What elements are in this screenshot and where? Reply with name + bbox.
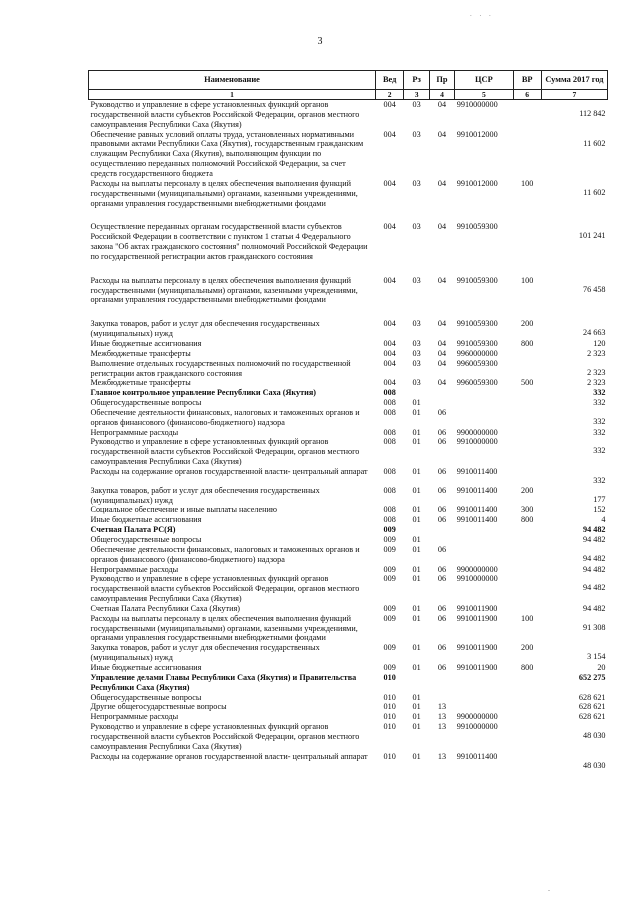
row-sum: 332 <box>593 398 606 408</box>
scan-mark-bottom: . <box>548 884 550 893</box>
row-ved: 010 <box>383 692 396 702</box>
row-vr: 100 <box>521 275 534 285</box>
table-row <box>89 673 608 693</box>
row-name: Обеспечение деятельности финансовых, налоговых и таможенных органов и органов финансового (финансово-бюджетного) надзора <box>90 407 360 427</box>
row-pr: 06 <box>437 613 447 623</box>
row-rz: 01 <box>412 535 421 545</box>
row-ved: 004 <box>383 348 396 358</box>
row-rz: 01 <box>412 466 421 476</box>
row-csr: 9910011900 <box>456 662 498 672</box>
row-pr: 04 <box>437 100 447 110</box>
table-row <box>89 467 608 486</box>
row-sum: 20 <box>597 662 606 672</box>
header-sum: Сумма 2017 год <box>541 71 607 90</box>
table-row <box>89 525 608 535</box>
row-pr: 06 <box>437 427 447 437</box>
row-name: Счетная Палата Республики Саха (Якутия) <box>90 603 240 613</box>
table-row <box>89 486 608 506</box>
row-ved: 004 <box>383 178 396 188</box>
row-sum: 48 030 <box>582 760 606 770</box>
row-ved: 009 <box>383 603 396 613</box>
column-number: 2 <box>375 90 403 100</box>
row-vr <box>513 467 541 486</box>
row-pr: 13 <box>437 722 447 732</box>
row-sum: 48 030 <box>582 731 606 741</box>
table-row <box>89 545 608 565</box>
table-row <box>89 693 608 703</box>
column-number: 4 <box>429 90 454 100</box>
row-vr <box>513 437 541 467</box>
row-sum: 24 663 <box>582 328 606 338</box>
row-csr <box>455 388 513 398</box>
header-rz: Рз <box>404 71 429 90</box>
row-ved: 009 <box>383 535 396 545</box>
row-sum: 120 <box>593 338 606 348</box>
row-ved: 009 <box>383 525 396 535</box>
row-name: Главное контрольное управление Республики Саха (Якутия) <box>90 388 317 398</box>
row-ved: 008 <box>383 388 396 398</box>
row-pr: 06 <box>437 662 447 672</box>
row-pr: 04 <box>437 319 447 329</box>
row-vr <box>513 752 541 771</box>
row-csr <box>455 702 513 712</box>
row-pr: 06 <box>437 466 447 476</box>
row-name: Общегосударственные вопросы <box>90 535 202 545</box>
table-row <box>89 208 608 261</box>
row-name: Непрограммные расходы <box>90 564 179 574</box>
row-sum: 94 482 <box>582 564 606 574</box>
row-sum: 177 <box>593 494 606 504</box>
row-csr: 9960059300 <box>456 358 498 368</box>
table-row <box>89 378 608 388</box>
row-rz: 01 <box>412 662 421 672</box>
row-name: Расходы на выплаты персоналу в целях обеспечения выполнения функций государственными (муниципальными) органами, казенными учреждениями, органами управления государственными внебюджетными фондами <box>90 613 358 643</box>
table-row <box>89 663 608 673</box>
header-name: Наименование <box>89 71 376 90</box>
column-number-row <box>89 90 608 100</box>
row-csr: 9910012000 <box>456 178 498 188</box>
row-pr: 06 <box>437 437 447 447</box>
row-sum: 652 275 <box>578 672 606 682</box>
row-ved: 009 <box>383 564 396 574</box>
table-row <box>89 574 608 604</box>
row-sum: 332 <box>593 446 606 456</box>
row-pr <box>429 398 454 408</box>
row-vr <box>513 565 541 575</box>
table-row <box>89 712 608 722</box>
row-rz: 01 <box>412 437 421 447</box>
row-ved: 008 <box>383 398 396 408</box>
row-sum: 628 621 <box>578 702 606 712</box>
row-csr: 9910011400 <box>456 751 498 761</box>
row-rz: 03 <box>412 100 421 110</box>
table-row <box>89 398 608 408</box>
table-row <box>89 359 608 379</box>
row-ved: 004 <box>383 378 396 388</box>
table-row <box>89 515 608 525</box>
row-pr: 06 <box>437 574 447 584</box>
row-rz: 01 <box>412 407 421 417</box>
row-name: Расходы на выплаты персоналу в целях обеспечения выполнения функций государственными (муниципальными) органами, казенными учреждениями, органами управления государственными внебюджетными фондами <box>90 178 358 208</box>
row-name: Общегосударственные вопросы <box>90 692 202 702</box>
row-csr <box>455 693 513 703</box>
row-vr: 200 <box>521 319 534 329</box>
row-pr <box>429 388 454 398</box>
row-sum: 2 323 <box>587 378 606 388</box>
row-vr <box>513 702 541 712</box>
row-vr <box>513 359 541 379</box>
table-body <box>89 100 608 771</box>
row-csr: 9910011400 <box>456 515 498 525</box>
row-rz <box>404 388 429 398</box>
row-csr: 9910011900 <box>456 613 498 623</box>
row-name: Счетная Палата РС(Я) <box>90 525 176 535</box>
row-rz: 03 <box>412 129 421 139</box>
row-vr: 800 <box>521 662 534 672</box>
row-csr: 9910011900 <box>456 603 498 613</box>
table-row <box>89 339 608 349</box>
row-pr: 13 <box>437 751 447 761</box>
row-sum: 94 482 <box>582 525 606 535</box>
row-rz: 01 <box>412 574 421 584</box>
row-rz: 01 <box>412 722 421 732</box>
scan-mark-top: . . . <box>470 10 494 18</box>
table-row <box>89 614 608 644</box>
row-pr: 13 <box>437 712 447 722</box>
row-pr: 04 <box>437 358 447 368</box>
row-pr <box>429 535 454 545</box>
row-rz: 03 <box>412 338 421 348</box>
row-sum: 11 602 <box>583 187 606 197</box>
row-rz: 03 <box>412 378 421 388</box>
row-ved: 008 <box>383 505 396 515</box>
column-number: 7 <box>541 90 607 100</box>
row-csr: 9910000000 <box>456 437 498 447</box>
row-ved: 008 <box>383 427 396 437</box>
row-name: Руководство и управление в сфере установленных функций органов государственной власти субъектов Российской Федерации, органов местного самоуправления Республики Саха (Якутия) <box>90 722 360 751</box>
row-name: Руководство и управление в сфере установленных функций органов государственной власти субъектов Российской Федерации, органов местного самоуправления Республики Саха (Якутия) <box>90 574 360 604</box>
row-vr <box>513 208 541 261</box>
row-csr: 9910011400 <box>456 505 498 515</box>
row-vr <box>513 349 541 359</box>
row-vr: 800 <box>521 515 534 525</box>
table-row <box>89 262 608 306</box>
row-ved: 008 <box>383 407 396 417</box>
row-name: Закупка товаров, работ и услуг для обеспечения государственных (муниципальных) нужд <box>90 319 320 339</box>
row-vr <box>513 722 541 752</box>
table-row <box>89 100 608 130</box>
row-sum: 2 323 <box>587 348 606 358</box>
row-name: Непрограммные расходы <box>90 712 179 722</box>
row-vr <box>513 398 541 408</box>
row-csr: 9910059300 <box>456 222 498 232</box>
row-sum: 3 154 <box>587 652 606 662</box>
row-name: Общегосударственные вопросы <box>90 398 202 408</box>
row-vr: 100 <box>521 178 534 188</box>
row-pr: 06 <box>437 515 447 525</box>
row-name: Иные бюджетные ассигнования <box>90 338 202 348</box>
table-row <box>89 604 608 614</box>
row-pr: 06 <box>437 603 447 613</box>
row-rz: 01 <box>412 692 421 702</box>
row-sum: 628 621 <box>578 712 606 722</box>
row-vr: 100 <box>521 613 534 623</box>
row-sum: 94 482 <box>582 603 606 613</box>
row-name: Расходы на выплаты персоналу в целях обеспечения выполнения функций государственными (муниципальными) органами, казенными учреждениями, органами управления государственными внебюджетными фондами <box>90 275 358 305</box>
row-csr: 9910059300 <box>456 319 498 329</box>
row-csr: 9910011400 <box>456 485 498 495</box>
table-row <box>89 428 608 438</box>
row-pr: 06 <box>437 643 447 653</box>
row-rz: 01 <box>412 515 421 525</box>
row-ved: 004 <box>383 275 396 285</box>
row-rz: 03 <box>412 348 421 358</box>
row-rz: 01 <box>412 544 421 554</box>
row-ved: 009 <box>383 662 396 672</box>
row-ved: 010 <box>383 672 396 682</box>
row-csr: 9900000000 <box>456 712 498 722</box>
table-row <box>89 305 608 339</box>
row-rz: 03 <box>412 358 421 368</box>
row-name: Межбюджетные трансферты <box>90 378 191 388</box>
row-vr: 200 <box>521 643 534 653</box>
row-csr: 9910011400 <box>456 466 498 476</box>
table-row <box>89 437 608 467</box>
row-rz: 01 <box>412 643 421 653</box>
row-name: Иные бюджетные ассигнования <box>90 662 202 672</box>
column-number: 5 <box>455 90 513 100</box>
row-pr: 13 <box>437 702 447 712</box>
row-ved: 010 <box>383 722 396 732</box>
row-ved: 008 <box>383 485 396 495</box>
row-sum: 4 <box>601 515 606 525</box>
row-vr: 500 <box>521 378 534 388</box>
row-rz: 01 <box>412 427 421 437</box>
row-sum: 101 241 <box>578 231 606 241</box>
row-csr: 9910059300 <box>456 338 498 348</box>
row-ved: 009 <box>383 613 396 623</box>
row-pr: 04 <box>437 348 447 358</box>
row-ved: 010 <box>383 702 396 712</box>
row-ved: 010 <box>383 751 396 761</box>
row-name: Руководство и управление в сфере установленных функций органов государственной власти субъектов Российской Федерации, органов местного самоуправления Республики Саха (Якутия) <box>90 437 360 467</box>
row-sum: 332 <box>593 427 606 437</box>
row-pr: 04 <box>437 275 447 285</box>
table-row <box>89 349 608 359</box>
row-sum: 332 <box>593 416 606 426</box>
row-csr: 9910011900 <box>456 643 498 653</box>
row-pr: 06 <box>437 505 447 515</box>
table-row <box>89 130 608 179</box>
budget-table <box>88 70 608 770</box>
row-vr <box>513 428 541 438</box>
header-pr: Пр <box>429 71 454 90</box>
row-csr: 9900000000 <box>456 427 498 437</box>
row-sum: 332 <box>593 388 606 398</box>
row-csr <box>455 525 513 535</box>
row-pr: 04 <box>437 378 447 388</box>
row-name: Расходы на содержание органов государственной власти- центральный аппарат <box>90 751 368 761</box>
row-rz <box>404 673 429 693</box>
row-sum: 94 482 <box>582 535 606 545</box>
column-number: 3 <box>404 90 429 100</box>
row-vr <box>513 604 541 614</box>
row-sum: 332 <box>593 475 606 485</box>
row-csr <box>455 673 513 693</box>
row-vr <box>513 673 541 693</box>
table-header-row <box>89 71 608 90</box>
table-row <box>89 752 608 771</box>
row-csr <box>455 545 513 565</box>
row-pr <box>429 673 454 693</box>
header-ved: Вед <box>375 71 403 90</box>
row-pr: 04 <box>437 338 447 348</box>
row-rz: 01 <box>412 603 421 613</box>
row-name: Обеспечение деятельности финансовых, налоговых и таможенных органов и органов финансового (финансово-бюджетного) надзора <box>90 544 360 564</box>
row-rz: 01 <box>412 505 421 515</box>
row-csr <box>455 408 513 428</box>
row-rz: 01 <box>412 712 421 722</box>
row-vr <box>513 388 541 398</box>
column-number: 6 <box>513 90 541 100</box>
row-ved: 004 <box>383 129 396 139</box>
row-sum: 628 621 <box>578 692 606 702</box>
row-sum: 76 458 <box>582 284 606 294</box>
row-pr: 04 <box>437 222 447 232</box>
row-name: Социальное обеспечение и иные выплаты населению <box>90 505 277 515</box>
row-vr <box>513 130 541 179</box>
row-csr: 9910000000 <box>456 574 498 584</box>
table-row <box>89 388 608 398</box>
row-vr: 200 <box>521 485 534 495</box>
row-ved: 009 <box>383 643 396 653</box>
row-rz <box>404 525 429 535</box>
row-csr: 9910059300 <box>456 275 498 285</box>
page-number: 3 <box>317 36 323 47</box>
row-pr: 04 <box>437 178 447 188</box>
row-ved: 009 <box>383 574 396 584</box>
row-csr: 9900000000 <box>456 564 498 574</box>
row-rz: 01 <box>412 702 421 712</box>
row-rz: 03 <box>412 222 421 232</box>
row-csr: 9960059300 <box>456 378 498 388</box>
row-sum: 112 842 <box>579 109 606 119</box>
table-row <box>89 505 608 515</box>
row-csr <box>455 398 513 408</box>
row-sum: 152 <box>593 505 606 515</box>
row-ved: 008 <box>383 515 396 525</box>
row-name: Другие общегосударственные вопросы <box>90 702 227 712</box>
row-rz: 03 <box>412 275 421 285</box>
row-name: Непрограммные расходы <box>90 427 179 437</box>
row-pr: 06 <box>437 544 447 554</box>
row-vr <box>513 712 541 722</box>
row-vr: 300 <box>521 505 534 515</box>
row-rz: 01 <box>412 564 421 574</box>
row-ved: 004 <box>383 338 396 348</box>
row-name: Осуществление переданных органам государственной власти субъектов Российской Федерации в соответствии с пунктом 1 статьи 4 Федерального закона "Об актах гражданского состояния" полномочий Российской Федерации по государственной регистрации актов гражданского состояния <box>90 222 368 261</box>
row-ved: 004 <box>383 100 396 110</box>
row-name: Руководство и управление в сфере установленных функций органов государственной власти субъектов Российской Федерации, органов местного самоуправления Республики Саха (Якутия) <box>90 100 360 129</box>
column-number: 1 <box>89 90 376 100</box>
row-sum: 91 308 <box>582 622 606 632</box>
table-row <box>89 702 608 712</box>
row-ved: 010 <box>383 712 396 722</box>
row-vr <box>513 574 541 604</box>
row-pr: 04 <box>437 129 447 139</box>
row-csr: 9910012000 <box>456 129 498 139</box>
table-row <box>89 179 608 209</box>
table-row <box>89 643 608 663</box>
table-row <box>89 408 608 428</box>
row-vr <box>513 545 541 565</box>
row-rz: 03 <box>412 319 421 329</box>
table-row <box>89 535 608 545</box>
row-sum: 94 482 <box>582 583 606 593</box>
row-sum: 2 323 <box>587 367 606 377</box>
row-name: Обеспечение равных условий оплаты труда, установленных нормативными правовыми актами Республики Саха (Якутия), государственным гражданским служащим Республики Саха (Якутия), выполняющим функции по осуществлению переданных полномочий Российской Федерации, за счет средств государственного бюджета <box>90 129 364 179</box>
row-pr <box>429 693 454 703</box>
row-sum: 11 602 <box>583 138 606 148</box>
row-vr <box>513 535 541 545</box>
row-name: Закупка товаров, работ и услуг для обеспечения государственных (муниципальных) нужд <box>90 643 320 663</box>
row-name: Иные бюджетные ассигнования <box>90 515 202 525</box>
row-pr: 06 <box>437 485 447 495</box>
row-csr: 9910000000 <box>456 100 498 110</box>
row-ved: 008 <box>383 466 396 476</box>
row-vr <box>513 100 541 130</box>
row-rz: 01 <box>412 485 421 495</box>
row-sum: 94 482 <box>582 553 606 563</box>
row-name: Межбюджетные трансферты <box>90 348 191 358</box>
row-ved: 004 <box>383 319 396 329</box>
header-csr: ЦСР <box>455 71 513 90</box>
header-vr: ВР <box>513 71 541 90</box>
row-vr <box>513 525 541 535</box>
row-vr <box>513 693 541 703</box>
row-ved: 009 <box>383 544 396 554</box>
row-vr <box>513 408 541 428</box>
row-pr: 06 <box>437 564 447 574</box>
row-rz: 03 <box>412 178 421 188</box>
row-name: Выполнение отдельных государственных полномочий по государственной регистрации актов гражданского состояния <box>90 358 351 378</box>
row-name: Расходы на содержание органов государственной власти- центральный аппарат <box>90 466 368 476</box>
table-row <box>89 722 608 752</box>
table-row <box>89 565 608 575</box>
row-csr: 9910000000 <box>456 722 498 732</box>
row-csr <box>455 535 513 545</box>
row-rz: 01 <box>412 398 421 408</box>
row-name: Управление делами Главы Республики Саха (Якутия) и Правительства Республики Саха (Якутия) <box>90 672 357 692</box>
row-ved: 008 <box>383 437 396 447</box>
row-rz: 01 <box>412 751 421 761</box>
row-vr: 800 <box>521 338 534 348</box>
row-name: Закупка товаров, работ и услуг для обеспечения государственных (муниципальных) нужд <box>90 485 320 505</box>
row-pr <box>429 525 454 535</box>
row-rz: 01 <box>412 613 421 623</box>
row-ved: 004 <box>383 358 396 368</box>
row-ved: 004 <box>383 222 396 232</box>
row-csr: 9960000000 <box>456 348 498 358</box>
row-pr: 06 <box>437 407 447 417</box>
